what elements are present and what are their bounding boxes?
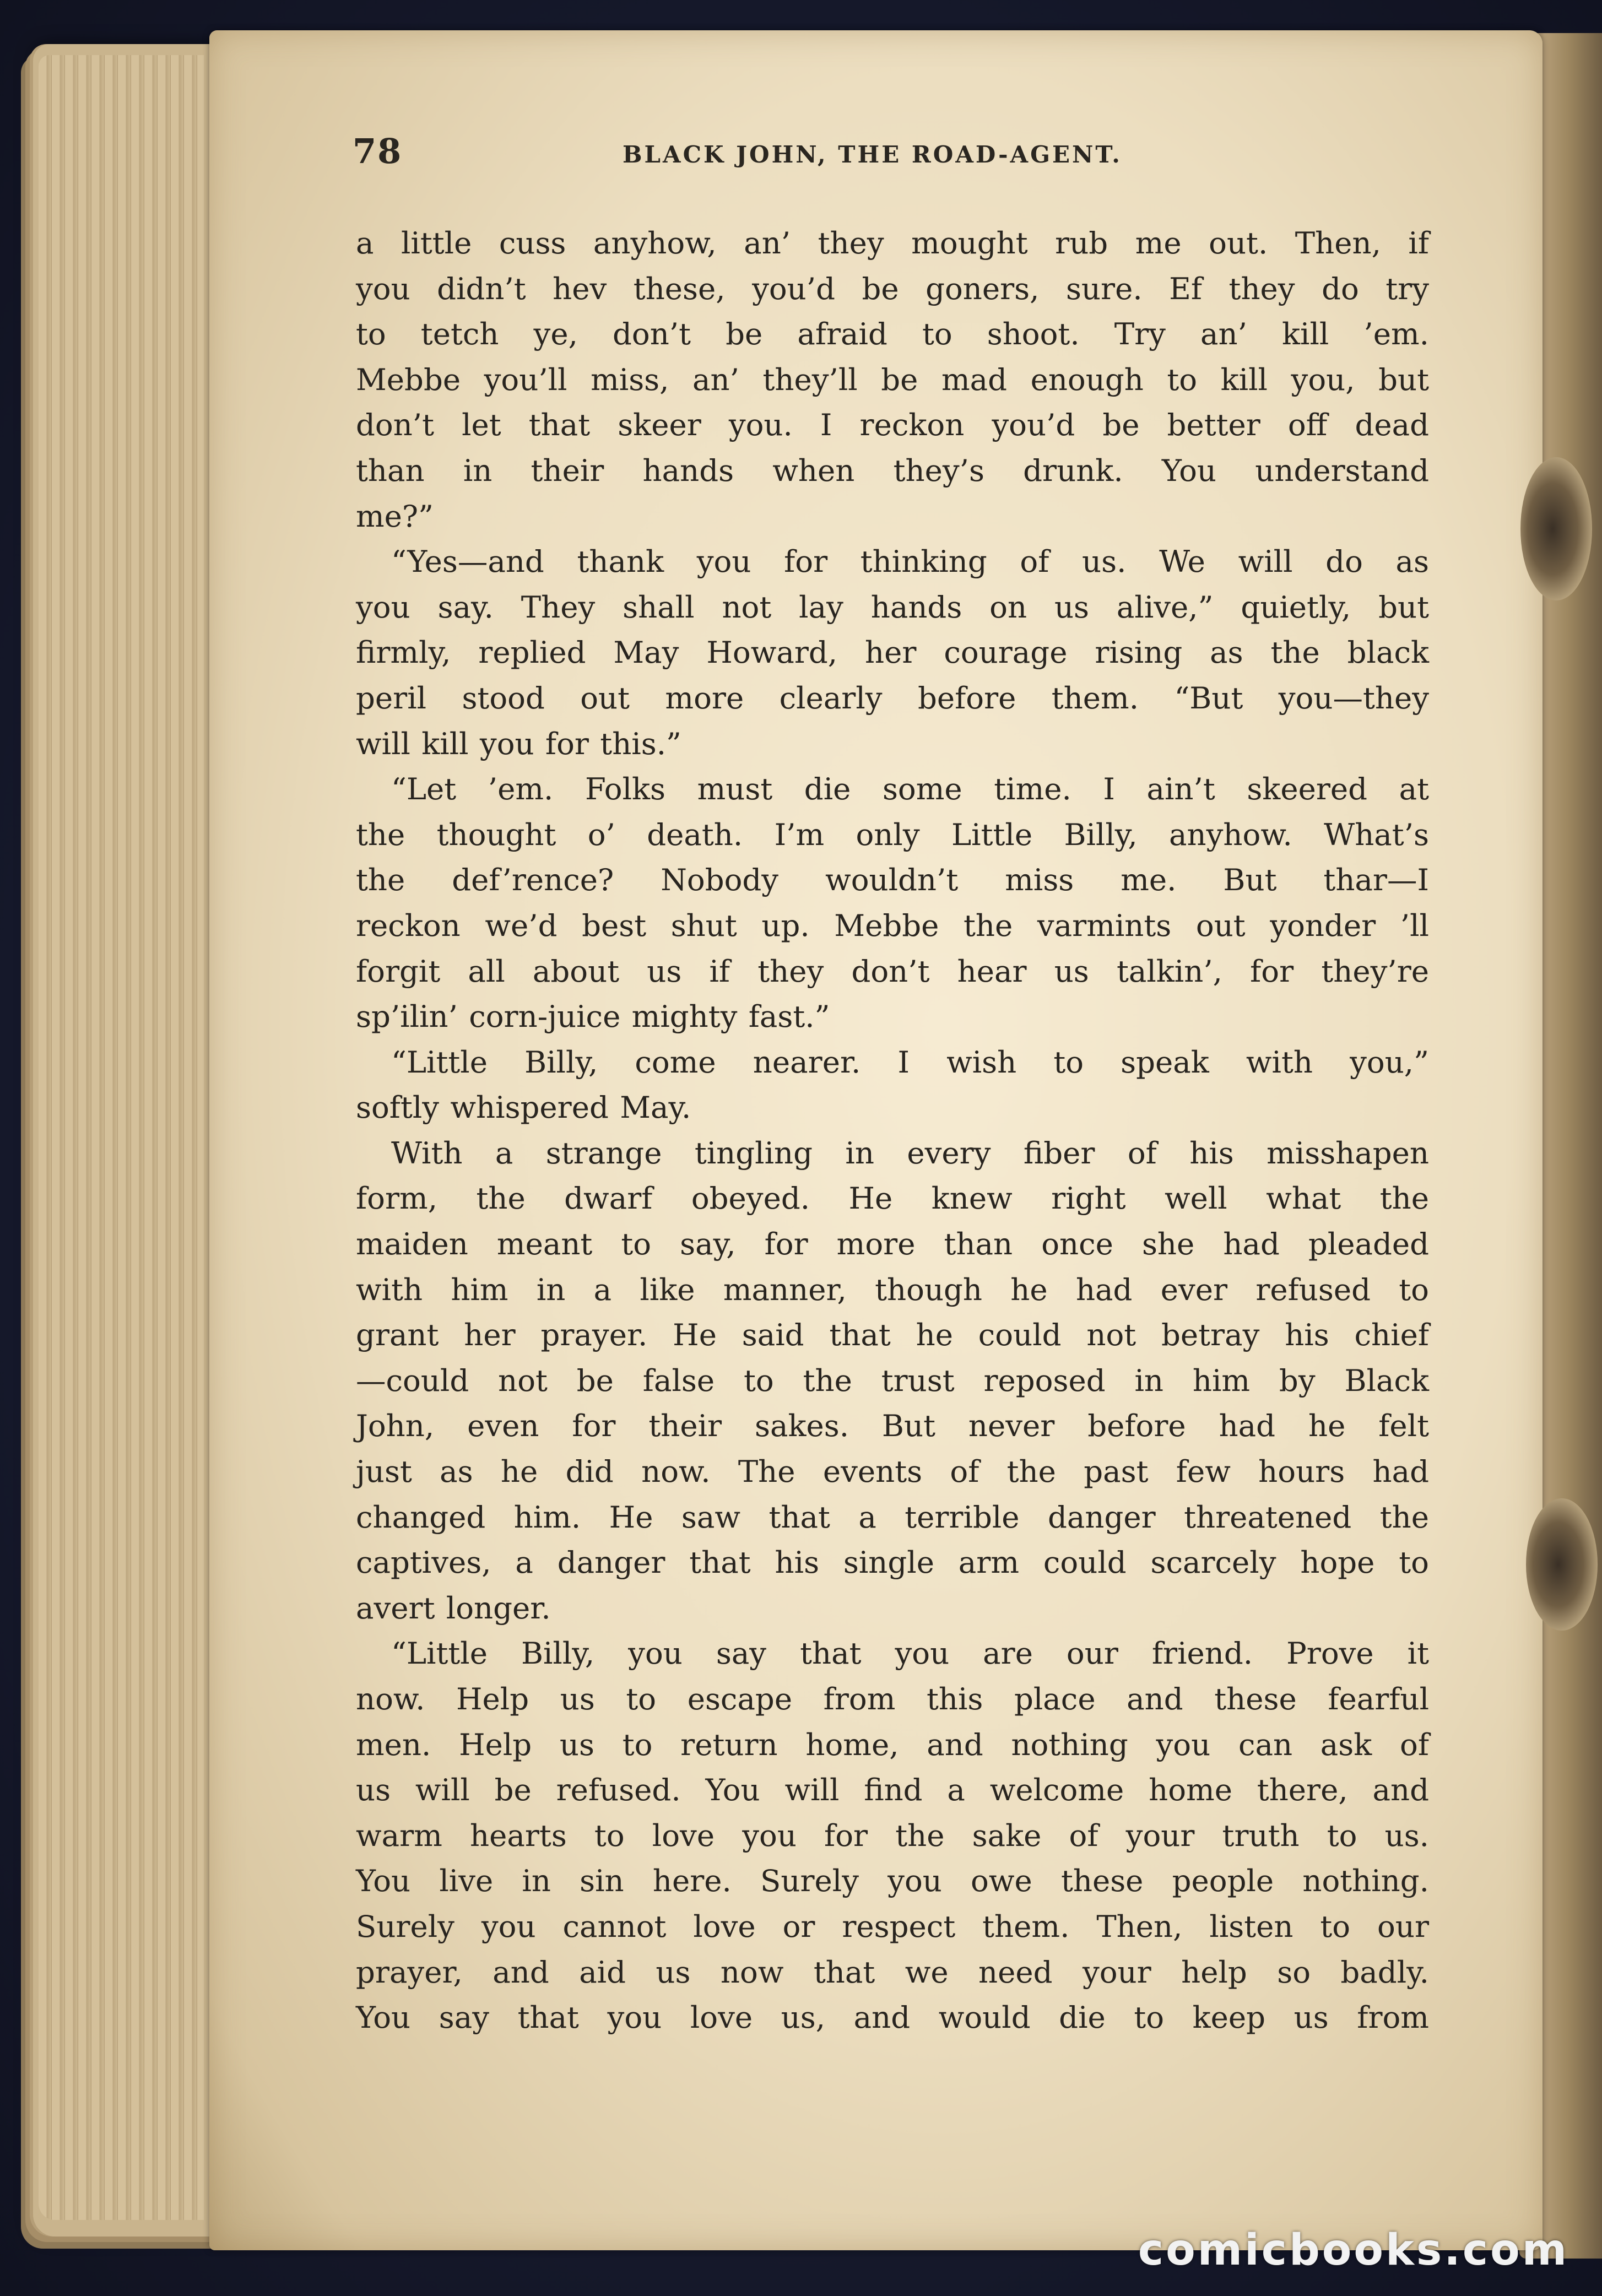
text-line: the def’rence? Nobody wouldn’t miss me. But thar—I (356, 862, 1429, 898)
running-head-title: BLACK JOHN, THE ROAD-AGENT. (623, 141, 1122, 168)
text-line: Surely you cannot love or respect them. Then, listen to our (356, 1908, 1429, 1944)
text-line: men. Help us to return home, and nothing you can ask of (356, 1726, 1429, 1762)
text-line: me?” (356, 498, 434, 534)
text-line: forgit all about us if they don’t hear us talkin’, for they’re (356, 953, 1429, 989)
text-line: “Little Billy, come nearer. I wish to speak with you,” (391, 1044, 1429, 1080)
text-line: peril stood out more clearly before them. “But you—they (356, 680, 1429, 716)
text-line: to tetch ye, don’t be afraid to shoot. Try an’ kill ’em. (356, 316, 1429, 352)
text-line: than in their hands when they’s drunk. You understand (356, 452, 1429, 488)
text-line: reckon we’d best shut up. Mebbe the varmints out yonder ’ll (356, 907, 1429, 943)
text-line: you didn’t hev these, you’d be goners, sure. Ef they do try (356, 270, 1429, 306)
text-line: just as he did now. The events of the past few hours had (356, 1454, 1429, 1490)
text-line: With a strange tingling in every fiber of his misshapen (391, 1135, 1429, 1171)
text-line: the thought o’ death. I’m only Little Billy, anyhow. What’s (356, 816, 1429, 852)
text-line: us will be refused. You will find a welcome home there, and (356, 1772, 1429, 1808)
text-line: don’t let that skeer you. I reckon you’d be better off dead (356, 407, 1429, 443)
text-line: “Little Billy, you say that you are our friend. Prove it (391, 1636, 1429, 1671)
page-number: 78 (353, 131, 403, 171)
text-line: You live in sin here. Surely you owe these people nothing. (356, 1863, 1429, 1899)
site-watermark: comicbooks.com (1138, 2225, 1569, 2275)
text-line: “Let ’em. Folks must die some time. I ain’t skeered at (391, 771, 1429, 807)
text-line: will kill you for this.” (356, 725, 681, 761)
text-line: maiden meant to say, for more than once she had pleaded (356, 1226, 1429, 1262)
text-line: warm hearts to love you for the sake of your truth to us. (356, 1817, 1429, 1853)
text-line: form, the dwarf obeyed. He knew right well what the (356, 1181, 1429, 1216)
text-line: you say. They shall not lay hands on us alive,” quietly, but (356, 589, 1429, 625)
text-line: Mebbe you’ll miss, an’ they’ll be mad enough to kill you, but (356, 361, 1429, 397)
text-line: now. Help us to escape from this place and these fearful (356, 1681, 1429, 1716)
text-line: John, even for their sakes. But never before had he felt (356, 1408, 1429, 1444)
text-line: firmly, replied May Howard, her courage rising as the black (356, 635, 1429, 670)
page-header (353, 131, 1432, 181)
text-line: grant her prayer. He said that he could not betray his chief (356, 1317, 1429, 1353)
text-line: a little cuss anyhow, an’ they mought rub me out. Then, if (356, 225, 1429, 261)
body-text (356, 220, 1429, 2040)
text-line: avert longer. (356, 1590, 551, 1626)
text-line: with him in a like manner, though he had ever refused to (356, 1271, 1429, 1307)
text-line: changed him. He saw that a terrible danger threatened the (356, 1499, 1429, 1535)
text-line: “Yes—and thank you for thinking of us. We will do as (391, 544, 1429, 580)
text-line: —could not be false to the trust reposed in him by Black (356, 1362, 1429, 1398)
text-line: captives, a danger that his single arm could scarcely hope to (356, 1545, 1429, 1580)
binding-hole-bottom (1526, 1498, 1598, 1631)
text-line: softly whispered May. (356, 1090, 691, 1125)
text-line: sp’ilin’ corn-juice mighty fast.” (356, 999, 830, 1035)
text-line: prayer, and aid us now that we need your help so badly. (356, 1954, 1429, 1990)
text-line: You say that you love us, and would die to keep us from (356, 2000, 1429, 2035)
binding-hole-top (1520, 457, 1592, 600)
